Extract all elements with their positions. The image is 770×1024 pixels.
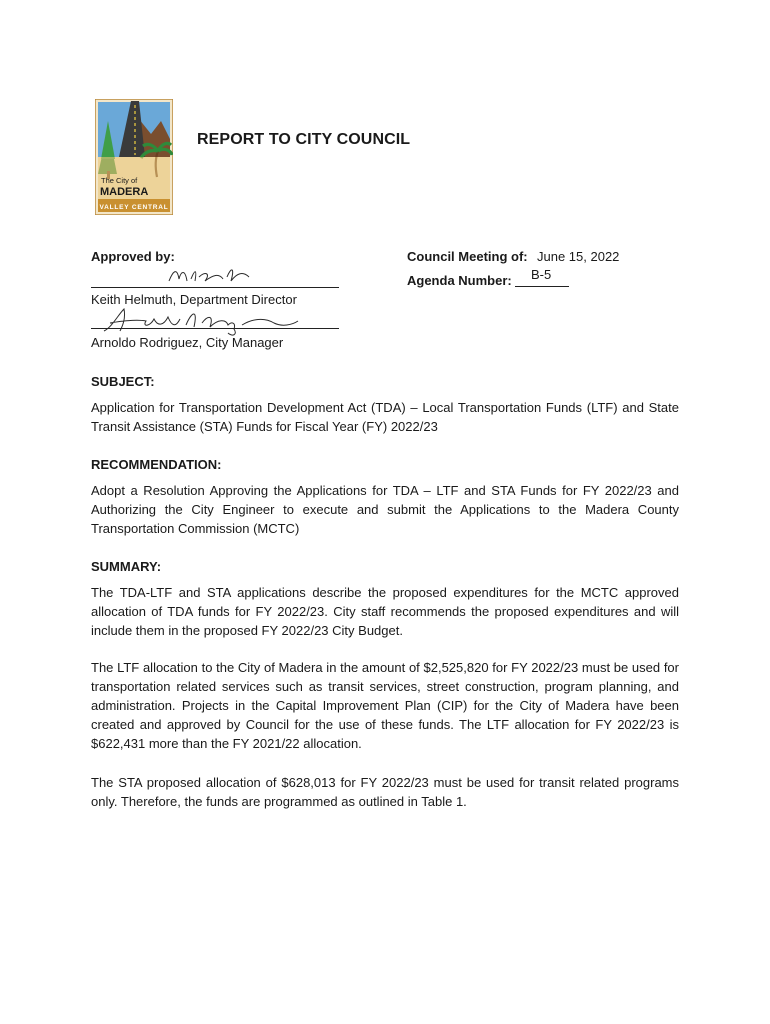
director-signature-line — [91, 287, 339, 288]
subject-text: Application for Transportation Development Act (TDA) – Local Transportation Funds (LTF) and State Transit Assistance (STA) Funds for Fiscal Year (FY) 2022/23 — [91, 400, 679, 434]
recommendation-heading: RECOMMENDATION: — [91, 457, 222, 472]
council-meeting-date: June 15, 2022 — [537, 249, 620, 264]
logo-text-top: The City of — [101, 176, 138, 185]
agenda-number-line — [515, 286, 569, 287]
council-meeting-label: Council Meeting of: — [407, 249, 528, 264]
manager-signature-line — [91, 328, 339, 329]
logo-text-bottom: VALLEY CENTRAL — [99, 204, 169, 211]
director-name: Keith Helmuth, Department Director — [91, 292, 297, 307]
agenda-number-label: Agenda Number: — [407, 273, 512, 288]
summary-paragraph: The TDA-LTF and STA applications describe the proposed expenditures for the MCTC approved allocation of TDA funds for FY 2022/23. City staff recommends the proposed expenditures and will include them in the proposed FY 2022/23 City Budget. — [91, 585, 679, 638]
manager-name: Arnoldo Rodriguez, City Manager — [91, 335, 284, 350]
approved-by-label: Approved by: — [91, 249, 175, 264]
agenda-number: B-5 — [531, 267, 552, 282]
logo-text-main: MADERA — [100, 186, 149, 198]
report-title: REPORT TO CITY COUNCIL — [197, 131, 411, 148]
recommendation-text: Adopt a Resolution Approving the Applications for TDA – LTF and STA Funds for FY 2022/23 and Authorizing the City Engineer to execute and submit the Applications to the Madera County Transportation Commission (MCTC) — [91, 483, 679, 536]
summary-paragraph: The STA proposed allocation of $628,013 for FY 2022/23 must be used for transit related programs only. Therefore, the funds are programmed as outlined in Table 1. — [91, 775, 679, 809]
city-of-madera-logo — [95, 99, 173, 215]
summary-heading: SUMMARY: — [91, 559, 162, 574]
manager-signature — [102, 305, 300, 337]
director-signature — [165, 263, 257, 287]
subject-heading: SUBJECT: — [91, 374, 155, 389]
summary-paragraph: The LTF allocation to the City of Madera in the amount of $2,525,820 for FY 2022/23 must be used for transportation related services such as transit services, street construction, program planning, and administration. Projects in the Capital Improvement Plan (CIP) for the City of Madera have been created and approved by Council for the use of these funds. The LTF allocation for FY 2022/23 is $622,431 more than the FY 2021/22 allocation. — [91, 660, 679, 751]
